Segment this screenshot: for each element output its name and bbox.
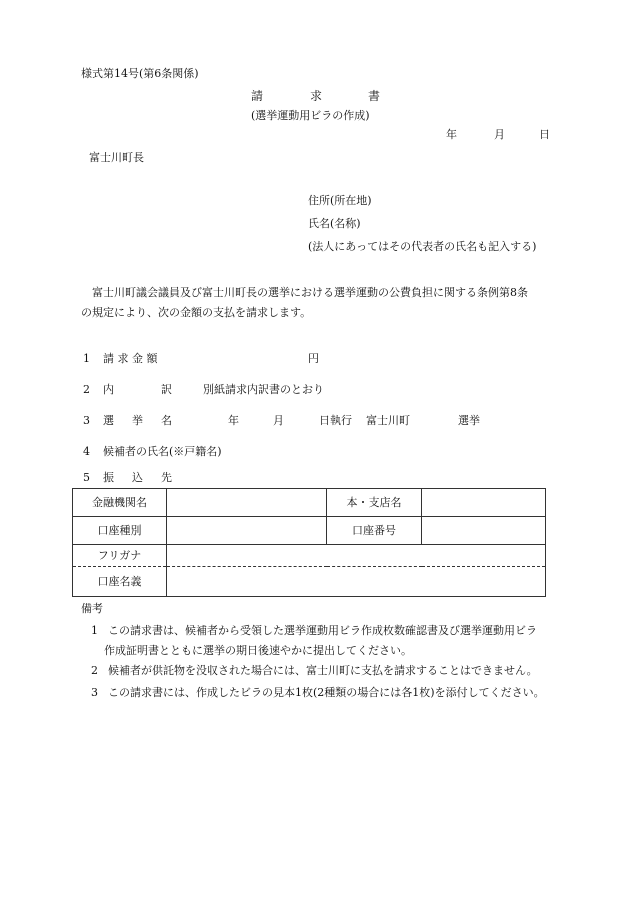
item-2-value: 別紙請求内訳書のとおり (203, 383, 324, 396)
remark-3-number: 3 (91, 686, 98, 699)
item-2-number: 2 (83, 383, 90, 396)
remark-3: この請求書には、作成したビラの見本1枚(2種類の場合には各1枚)を添付してください。 (108, 686, 545, 699)
addressee: 富士川町長 (89, 151, 144, 164)
item-3-label-b: 挙 (132, 414, 143, 427)
bank-name-label: 金融機関名 (73, 489, 167, 517)
item-2-label-b: 訳 (161, 383, 172, 396)
body-text-line-2: の規定により、次の金額の支払を請求します。 (81, 306, 312, 319)
item-3-day-exec: 日執行 (319, 414, 352, 427)
account-type-field[interactable] (167, 517, 327, 545)
applicant-note: (法人にあってはその代表者の氏名も記入する) (308, 240, 537, 253)
title-char-2: 求 (310, 89, 323, 103)
item-3-label-a: 選 (103, 414, 114, 427)
date-day: 日 (539, 128, 550, 141)
account-number-label: 口座番号 (327, 517, 422, 545)
item-3-number: 3 (83, 414, 90, 427)
item-3-year: 年 (228, 414, 239, 427)
item-4-number: 4 (83, 445, 90, 458)
remark-1-line-1: この請求書は、候補者から受領した選挙運動用ビラ作成枚数確認書及び選挙運動用ビラ (108, 624, 537, 637)
body-text-line-1: 富士川町議会議員及び富士川町長の選挙における選挙運動の公費負担に関する条例第8条 (92, 286, 528, 299)
item-5-label-b: 込 (132, 471, 143, 484)
account-type-label: 口座種別 (73, 517, 167, 545)
furigana-label: フリガナ (73, 545, 167, 567)
account-holder-label: 口座名義 (73, 567, 167, 597)
item-5-label-c: 先 (161, 471, 172, 484)
date-year: 年 (446, 128, 457, 141)
item-4-label: 候補者の氏名(※戸籍名) (103, 445, 222, 458)
item-5-number: 5 (83, 471, 90, 484)
furigana-field[interactable] (167, 545, 546, 567)
remarks-heading: 備考 (81, 602, 103, 615)
item-1-number: 1 (83, 352, 90, 365)
bank-name-field[interactable] (167, 489, 327, 517)
item-3-month: 月 (273, 414, 284, 427)
item-1-unit: 円 (308, 352, 319, 365)
title-subtitle: (選挙運動用ビラの作成) (251, 109, 370, 122)
account-number-field[interactable] (422, 517, 546, 545)
item-5-label-a: 振 (103, 471, 114, 484)
item-3-election: 選挙 (458, 414, 480, 427)
branch-name-field[interactable] (422, 489, 546, 517)
title-char-1: 請 (251, 89, 264, 103)
bank-transfer-table (72, 488, 546, 597)
remark-1-number: 1 (91, 624, 98, 637)
item-3-town: 富士川町 (366, 414, 410, 427)
date-month: 月 (494, 128, 505, 141)
account-holder-field[interactable] (167, 567, 546, 597)
name-label: 氏名(名称) (308, 217, 361, 230)
remark-2: 候補者が供託物を没収された場合には、富士川町に支払を請求することはできません。 (108, 664, 538, 677)
item-3-label-c: 名 (161, 414, 172, 427)
address-label: 住所(所在地) (308, 194, 372, 207)
form-number: 様式第14号(第6条関係) (81, 67, 199, 80)
remark-1-line-2: 作成証明書とともに選挙の期日後速やかに提出してください。 (104, 644, 412, 657)
title-char-3: 書 (368, 89, 381, 103)
remark-2-number: 2 (91, 664, 98, 677)
item-2-label-a: 内 (103, 383, 114, 396)
item-1-label: 請 求 金 額 (103, 352, 158, 365)
branch-name-label: 本・支店名 (327, 489, 422, 517)
